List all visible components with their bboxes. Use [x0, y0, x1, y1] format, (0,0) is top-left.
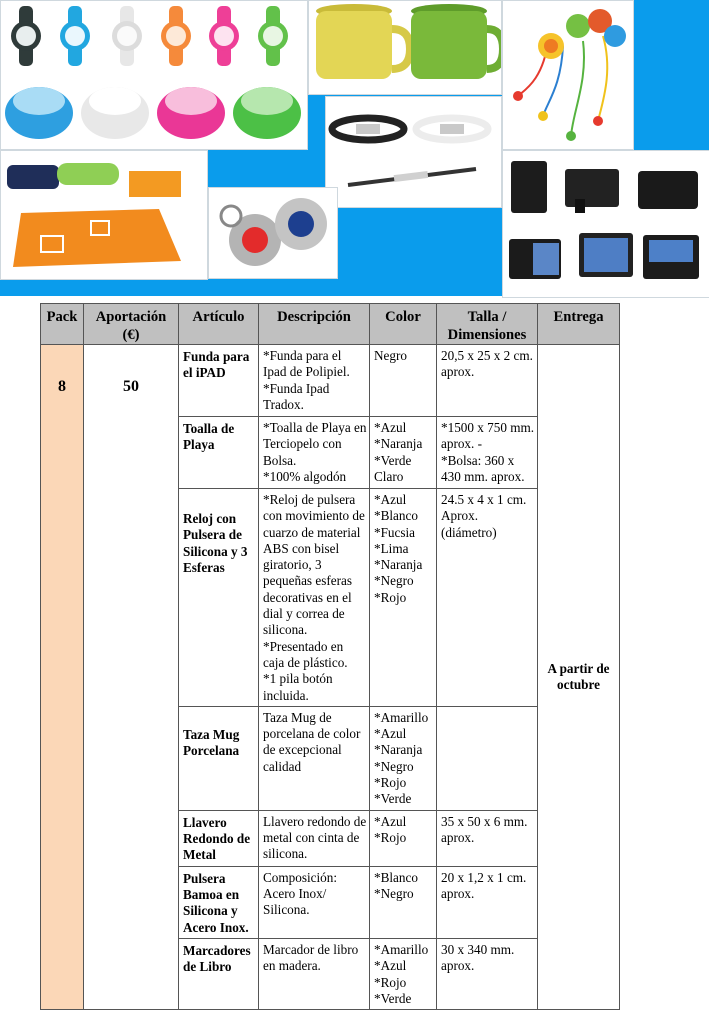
- header-talla-line2: Dimensiones: [447, 327, 527, 343]
- watches-photo: [0, 0, 308, 150]
- product-banner: [0, 0, 709, 296]
- descripcion-cell: *Funda para el Ipad de Polipiel. *Funda Ipad Tradox.: [259, 345, 370, 417]
- talla-cell: [437, 706, 538, 810]
- descripcion-cell: *Toalla de Playa en Terciopelo con Bolsa. *100% algodón: [259, 417, 370, 489]
- header-descripcion: Descripción: [259, 304, 370, 345]
- color-cell: *Azul *Naranja *Verde Claro: [370, 417, 437, 489]
- header-aportacion-line1: Aportación: [95, 309, 167, 325]
- articulo-cell: Reloj con Pulsera de Silicona y 3 Esferas: [179, 489, 259, 707]
- towel-image: [1, 151, 207, 279]
- entrega-cell: A partir de octubre: [538, 345, 620, 1010]
- color-cell: *Amarillo *Azul *Rojo *Verde: [370, 938, 437, 1009]
- articulo-cell: Taza Mug Porcelana: [179, 706, 259, 810]
- talla-cell: 35 x 50 x 6 mm. aprox.: [437, 810, 538, 866]
- color-cell: Negro: [370, 345, 437, 417]
- header-aportacion-line2: (€): [122, 327, 140, 343]
- header-talla: [437, 304, 538, 345]
- keychains-image: [209, 188, 337, 278]
- talla-cell: *1500 x 750 mm. aprox. - *Bolsa: 360 x 430 mm. aprox.: [437, 417, 538, 489]
- header-talla-line1: Talla /: [467, 309, 507, 325]
- descripcion-cell: Composición: Acero Inox/ Silicona.: [259, 866, 370, 938]
- talla-cell: 24.5 x 4 x 1 cm. Aprox. (diámetro): [437, 489, 538, 707]
- header-articulo: Artículo: [179, 304, 259, 345]
- color-cell: *Azul *Blanco *Fucsia *Lima *Naranja *Negro *Rojo: [370, 489, 437, 707]
- towel-photo: [0, 150, 208, 280]
- bookmarks-image: [503, 1, 633, 149]
- mugs-image: [309, 1, 501, 94]
- talla-cell: 20 x 1,2 x 1 cm. aprox.: [437, 866, 538, 938]
- pack-number: 8: [41, 345, 84, 1010]
- bookmarks-photo: [502, 0, 634, 150]
- color-cell: *Azul *Rojo: [370, 810, 437, 866]
- product-table: [40, 303, 620, 1010]
- articulo-cell: Llavero Redondo de Metal: [179, 810, 259, 866]
- color-cell: *Amarillo *Azul *Naranja *Negro *Rojo *Verde: [370, 706, 437, 810]
- aportacion-amount: 50: [84, 345, 179, 1010]
- articulo-cell: Funda para el iPAD: [179, 345, 259, 417]
- header-aportacion: [84, 304, 179, 345]
- bracelets-photo: [325, 96, 502, 208]
- descripcion-cell: *Reloj de pulsera con movimiento de cuarzo de material ABS con bisel giratorio, 3 pequeñas esferas decorativas en el dial y correa de silicona. *Presentado en caja de plástico. *1 pila botón incluida.: [259, 489, 370, 707]
- descripcion-cell: Llavero redondo de metal con cinta de silicona.: [259, 810, 370, 866]
- header-entrega: Entrega: [538, 304, 620, 345]
- color-cell: *Blanco *Negro: [370, 866, 437, 938]
- articulo-cell: Toalla de Playa: [179, 417, 259, 489]
- articulo-cell: Marcadores de Libro: [179, 938, 259, 1009]
- descripcion-cell: Taza Mug de porcelana de color de excepcional calidad: [259, 706, 370, 810]
- talla-cell: 20,5 x 25 x 2 cm. aprox.: [437, 345, 538, 417]
- header-color: Color: [370, 304, 437, 345]
- ipad-cases-photo: [502, 150, 709, 298]
- descripcion-cell: Marcador de libro en madera.: [259, 938, 370, 1009]
- table-header-row: [41, 304, 620, 345]
- watches-image: [1, 1, 307, 149]
- talla-cell: 30 x 340 mm. aprox.: [437, 938, 538, 1009]
- mugs-photo: [308, 0, 502, 95]
- articulo-cell: Pulsera Bamoa en Silicona y Acero Inox.: [179, 866, 259, 938]
- keychains-photo: [208, 187, 338, 279]
- table-row: [41, 345, 620, 417]
- ipad-cases-image: [503, 151, 709, 297]
- bracelets-image: [326, 97, 501, 207]
- header-pack: Pack: [41, 304, 84, 345]
